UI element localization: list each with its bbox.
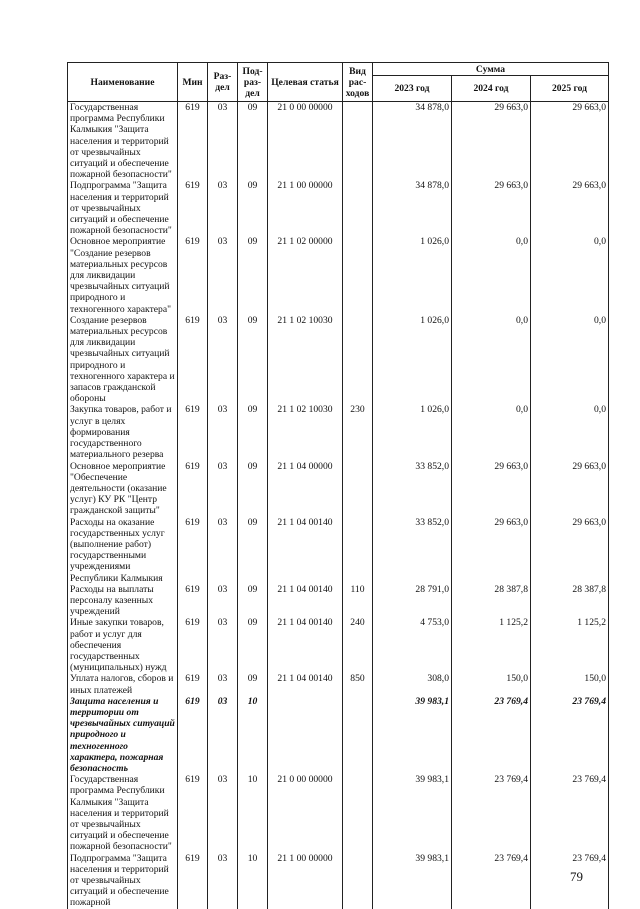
table-row <box>68 696 609 774</box>
row-name: Иные закупки товаров, работ и услуг для обеспечения государственных (муниципальных) нужд <box>68 617 178 673</box>
row-podrazdel: 09 <box>238 315 268 405</box>
row-podrazdel: 09 <box>238 517 268 584</box>
row-sum-2023: 1 026,0 <box>373 404 452 460</box>
row-razdel: 03 <box>208 102 238 181</box>
row-sum-2024: 23 769,4 <box>452 774 531 852</box>
table-row <box>68 461 609 517</box>
row-name: Государственная программа Республики Калмыкия "Защита населения и территорий от чрезвычайных ситуаций и обеспечение пожарной безопасности" <box>68 774 178 852</box>
row-sum-2025: 23 769,4 <box>531 853 609 909</box>
row-name: Основное мероприятие "Создание резервов материальных ресурсов для ликвидации чрезвычайных ситуаций природного и техногенного характера" <box>68 236 178 314</box>
row-min: 619 <box>178 774 208 852</box>
row-sum-2024: 1 125,2 <box>452 617 531 673</box>
page-number: 79 <box>570 869 583 884</box>
row-sum-2025: 23 769,4 <box>531 774 609 852</box>
row-podrazdel: 09 <box>238 584 268 618</box>
header-summa: Сумма <box>373 63 609 76</box>
row-podrazdel: 10 <box>238 853 268 909</box>
row-min: 619 <box>178 584 208 618</box>
row-razdel: 03 <box>208 696 238 774</box>
row-celevaya-statya <box>268 696 343 774</box>
row-sum-2025: 1 125,2 <box>531 617 609 673</box>
row-razdel: 03 <box>208 404 238 460</box>
row-name: Уплата налогов, сборов и иных платежей <box>68 673 178 695</box>
row-sum-2023: 39 983,1 <box>373 853 452 909</box>
row-sum-2023: 308,0 <box>373 673 452 695</box>
row-min: 619 <box>178 315 208 405</box>
table-row <box>68 617 609 673</box>
row-name: Закупка товаров, работ и услуг в целях формирования государственного материального резерва <box>68 404 178 460</box>
header-min: Мин <box>178 63 208 102</box>
row-name: Расходы на выплаты персоналу казенных учреждений <box>68 584 178 618</box>
row-vid-rashodov <box>343 102 373 181</box>
row-sum-2024: 29 663,0 <box>452 180 531 236</box>
row-celevaya-statya: 21 1 04 00000 <box>268 461 343 517</box>
row-name: Государственная программа Республики Калмыкия "Защита населения и территорий от чрезвычайных ситуаций и обеспечение пожарной безопасности" <box>68 102 178 181</box>
row-vid-rashodov <box>343 180 373 236</box>
row-sum-2024: 150,0 <box>452 673 531 695</box>
row-sum-2024: 0,0 <box>452 404 531 460</box>
table-row <box>68 236 609 314</box>
row-sum-2025: 0,0 <box>531 315 609 405</box>
row-sum-2024: 29 663,0 <box>452 102 531 181</box>
row-vid-rashodov: 850 <box>343 673 373 695</box>
row-sum-2025: 29 663,0 <box>531 461 609 517</box>
table-row <box>68 517 609 584</box>
budget-table <box>67 62 609 909</box>
row-min: 619 <box>178 404 208 460</box>
row-name: Подпрограмма "Защита населения и территорий от чрезвычайных ситуаций и обеспечение пожарной безопасности" <box>68 180 178 236</box>
row-vid-rashodov: 110 <box>343 584 373 618</box>
row-razdel: 03 <box>208 315 238 405</box>
table-row <box>68 180 609 236</box>
header-year-2024: 2024 год <box>452 76 531 102</box>
row-sum-2024: 29 663,0 <box>452 517 531 584</box>
header-podrazdel: Под-раз-дел <box>238 63 268 102</box>
table-row <box>68 584 609 618</box>
row-podrazdel: 09 <box>238 102 268 181</box>
table-row <box>68 315 609 405</box>
header-razdel: Раз-дел <box>208 63 238 102</box>
row-sum-2023: 1 026,0 <box>373 236 452 314</box>
row-sum-2023: 33 852,0 <box>373 461 452 517</box>
row-vid-rashodov <box>343 517 373 584</box>
table-row <box>68 673 609 695</box>
row-sum-2024: 0,0 <box>452 315 531 405</box>
row-min: 619 <box>178 673 208 695</box>
row-podrazdel: 09 <box>238 236 268 314</box>
table-row <box>68 404 609 460</box>
row-sum-2023: 34 878,0 <box>373 180 452 236</box>
row-celevaya-statya: 21 1 02 10030 <box>268 315 343 405</box>
table-body <box>68 102 609 909</box>
row-podrazdel: 10 <box>238 774 268 852</box>
row-vid-rashodov: 240 <box>343 617 373 673</box>
table-row <box>68 102 609 181</box>
row-celevaya-statya: 21 0 00 00000 <box>268 774 343 852</box>
row-sum-2024: 23 769,4 <box>452 853 531 909</box>
row-razdel: 03 <box>208 180 238 236</box>
row-celevaya-statya: 21 1 00 00000 <box>268 180 343 236</box>
row-sum-2025: 0,0 <box>531 404 609 460</box>
row-name: Подпрограмма "Защита населения и территорий от чрезвычайных ситуаций и обеспечение пожарной <box>68 853 178 909</box>
row-name: Основное мероприятие "Обеспечение деятельности (оказание услуг) КУ РК "Центр гражданской защиты" <box>68 461 178 517</box>
row-name: Создание резервов материальных ресурсов для ликвидации чрезвычайных ситуаций природного и техногенного характера и запасов гражданской обороны <box>68 315 178 405</box>
row-vid-rashodov: 230 <box>343 404 373 460</box>
row-min: 619 <box>178 236 208 314</box>
row-celevaya-statya: 21 1 04 00140 <box>268 617 343 673</box>
row-min: 619 <box>178 517 208 584</box>
row-celevaya-statya: 21 1 02 00000 <box>268 236 343 314</box>
row-vid-rashodov <box>343 461 373 517</box>
row-sum-2023: 1 026,0 <box>373 315 452 405</box>
row-celevaya-statya: 21 1 02 10030 <box>268 404 343 460</box>
row-razdel: 03 <box>208 584 238 618</box>
row-razdel: 03 <box>208 517 238 584</box>
row-min: 619 <box>178 461 208 517</box>
row-sum-2023: 4 753,0 <box>373 617 452 673</box>
row-podrazdel: 09 <box>238 180 268 236</box>
table-row <box>68 774 609 852</box>
row-razdel: 03 <box>208 236 238 314</box>
row-celevaya-statya: 21 1 04 00140 <box>268 673 343 695</box>
row-min: 619 <box>178 617 208 673</box>
row-name: Расходы на оказание государственных услуг (выполнение работ) государственными учреждениями Республики Калмыкия <box>68 517 178 584</box>
header-vid-rashodov: Вид рас-ходов <box>343 63 373 102</box>
row-vid-rashodov <box>343 315 373 405</box>
row-vid-rashodov <box>343 236 373 314</box>
row-razdel: 03 <box>208 853 238 909</box>
row-celevaya-statya: 21 1 04 00140 <box>268 584 343 618</box>
row-podrazdel: 09 <box>238 404 268 460</box>
row-sum-2025: 28 387,8 <box>531 584 609 618</box>
row-sum-2023: 34 878,0 <box>373 102 452 181</box>
row-min: 619 <box>178 853 208 909</box>
row-sum-2024: 28 387,8 <box>452 584 531 618</box>
row-min: 619 <box>178 180 208 236</box>
row-min: 619 <box>178 102 208 181</box>
row-podrazdel: 09 <box>238 461 268 517</box>
row-sum-2023: 28 791,0 <box>373 584 452 618</box>
row-sum-2024: 23 769,4 <box>452 696 531 774</box>
row-vid-rashodov <box>343 696 373 774</box>
row-sum-2023: 39 983,1 <box>373 696 452 774</box>
row-sum-2024: 29 663,0 <box>452 461 531 517</box>
row-name: Защита населения и территории от чрезвычайных ситуаций природного и техногенного характера, пожарная безопасность <box>68 696 178 774</box>
row-min: 619 <box>178 696 208 774</box>
row-sum-2025: 29 663,0 <box>531 517 609 584</box>
row-sum-2025: 150,0 <box>531 673 609 695</box>
row-sum-2025: 29 663,0 <box>531 102 609 181</box>
row-sum-2023: 33 852,0 <box>373 517 452 584</box>
row-razdel: 03 <box>208 774 238 852</box>
row-razdel: 03 <box>208 673 238 695</box>
header-name: Наименование <box>68 63 178 102</box>
row-sum-2023: 39 983,1 <box>373 774 452 852</box>
row-podrazdel: 09 <box>238 673 268 695</box>
row-razdel: 03 <box>208 461 238 517</box>
row-razdel: 03 <box>208 617 238 673</box>
row-podrazdel: 10 <box>238 696 268 774</box>
row-vid-rashodov <box>343 774 373 852</box>
row-sum-2025: 0,0 <box>531 236 609 314</box>
header-year-2023: 2023 год <box>373 76 452 102</box>
row-sum-2024: 0,0 <box>452 236 531 314</box>
table-header <box>68 63 609 102</box>
row-sum-2025: 29 663,0 <box>531 180 609 236</box>
row-celevaya-statya: 21 1 00 00000 <box>268 853 343 909</box>
header-year-2025: 2025 год <box>531 76 609 102</box>
header-celevaya-statya: Целевая статья <box>268 63 343 102</box>
row-sum-2025: 23 769,4 <box>531 696 609 774</box>
row-celevaya-statya: 21 1 04 00140 <box>268 517 343 584</box>
row-celevaya-statya: 21 0 00 00000 <box>268 102 343 181</box>
row-podrazdel: 09 <box>238 617 268 673</box>
